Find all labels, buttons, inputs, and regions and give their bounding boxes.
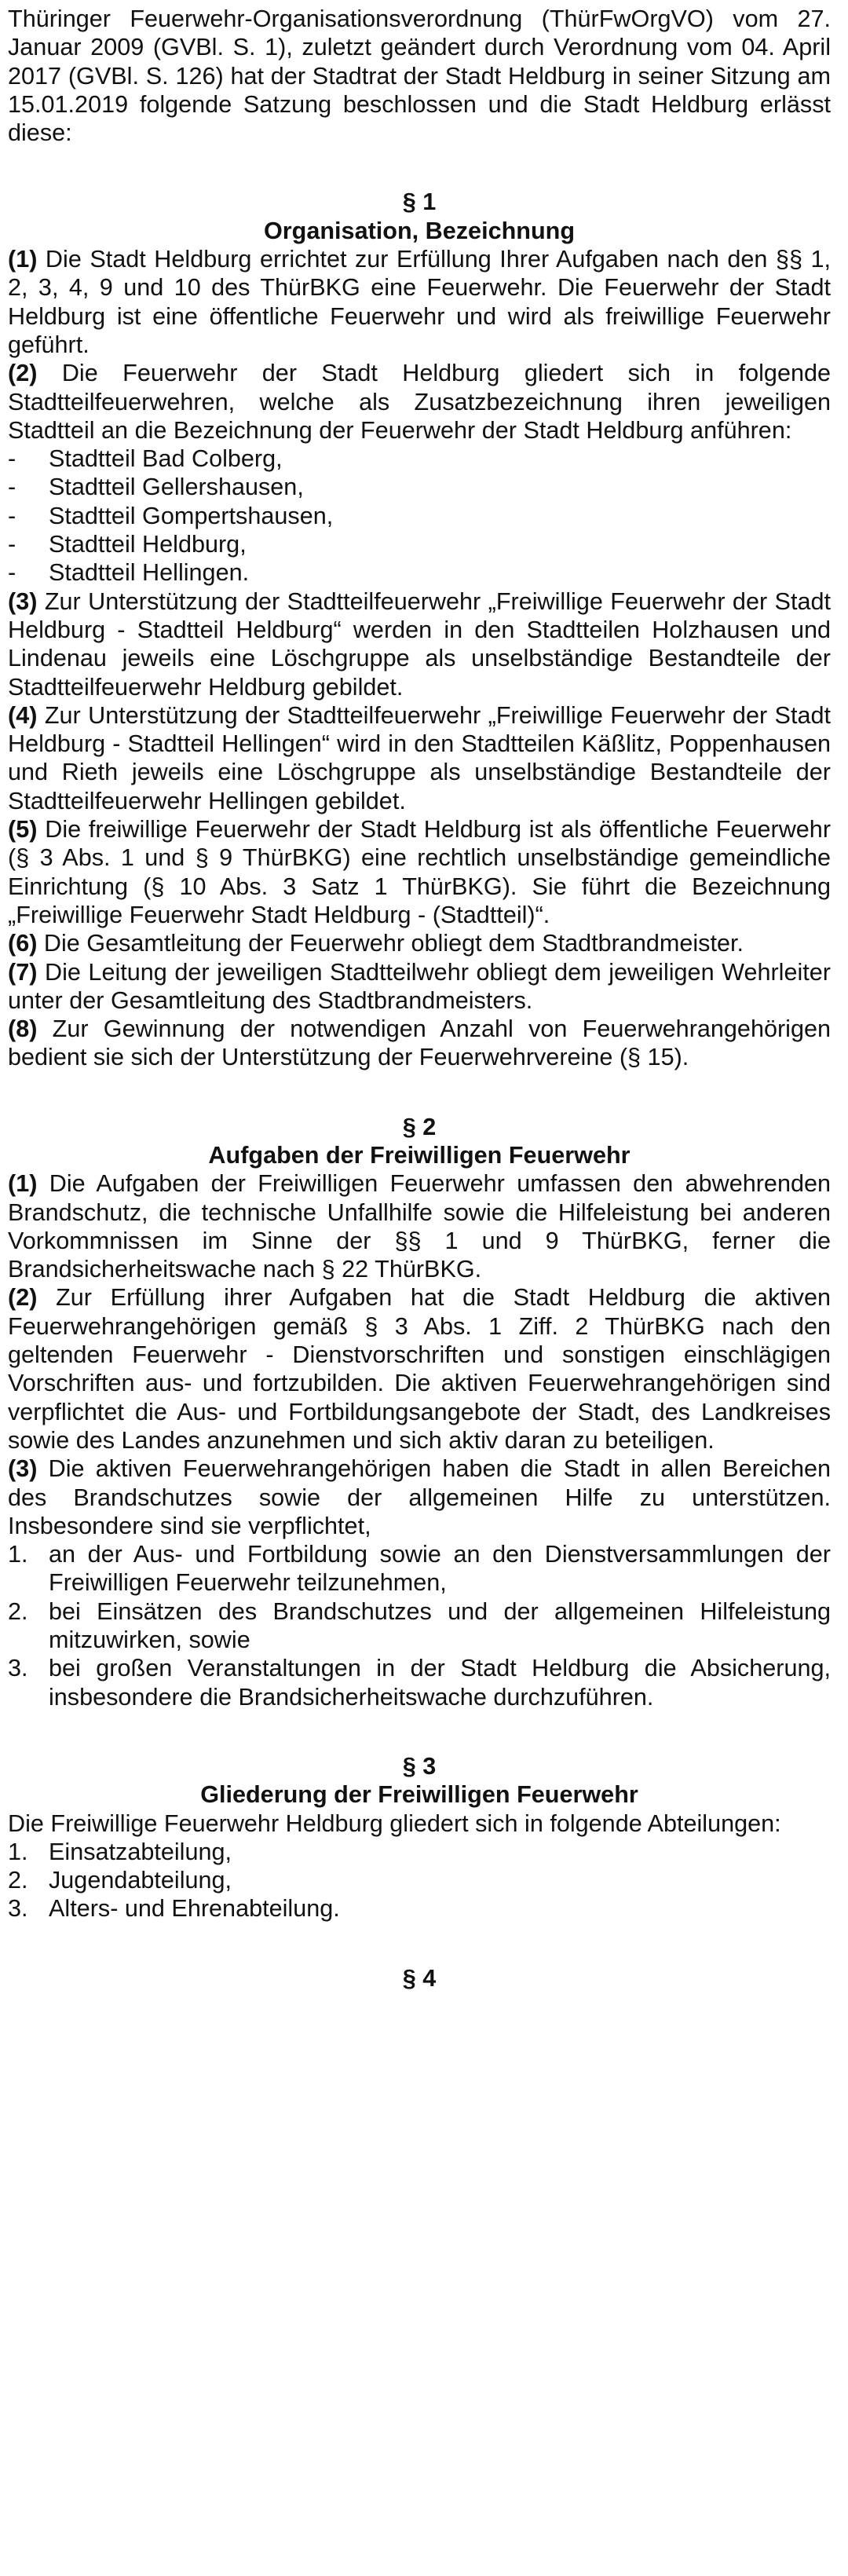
list-marker: - bbox=[8, 445, 16, 473]
list-marker: 2. bbox=[8, 1867, 28, 1894]
section-title: Aufgaben der Freiwilligen Feuerwehr bbox=[208, 1141, 631, 1169]
list-marker: 2. bbox=[8, 1597, 28, 1625]
paragraph-text: Die Stadt Heldburg errichtet zur Erfüllung Ihrer Aufgaben nach den §§ 1, 2, 3, 4, 9 und 10 des ThürBKG eine Feuerwehr. Die Feuerwehr der Stadt Heldburg ist eine öffentliche Feuerwehr und wird als freiwillige Feuerwehr geführt. bbox=[8, 246, 831, 358]
list-item-text: Alters- und Ehrenabteilung. bbox=[49, 1895, 340, 1923]
paragraph-text: Zur Unterstützung der Stadtteilfeuerwehr „Freiwillige Feuerwehr der Stadt Heldburg - Stadtteil Hellingen“ wird in den Stadtteilen Käßlitz, Poppenhausen und Rieth jeweils eine Löschgruppe als unselbständige Bestandteile der Stadtteilfeuerwehr Hellingen gebildet. bbox=[8, 701, 831, 814]
list-marker: 1. bbox=[8, 1541, 28, 1568]
district-list bbox=[8, 445, 831, 587]
paragraph-text: Zur Erfüllung ihrer Aufgaben hat die Stadt Heldburg die aktiven Feuerwehrangehörigen gemäß § 3 Abs. 1 Ziff. 2 ThürBKG nach den geltenden Feuerwehr - Dienstvorschriften und sonstigen einschlägigen Vorschriften aus- und fortzubilden. Die aktiven Feuerwehrangehörigen sind verpflichtet die Aus- und Fortbildungsangebote der Stadt, des Landkreises sowie des Landes anzunehmen und sich aktiv daran zu beteiligen. bbox=[8, 1284, 832, 1454]
paragraph-number: (1) bbox=[8, 246, 38, 273]
list-marker: 3. bbox=[8, 1895, 28, 1923]
paragraph-text: Die Feuerwehr der Stadt Heldburg gliedert sich in folgende Stadtteilfeuerwehren, welche als Zusatzbezeichnung ihren jeweiligen Stadtteil an die Bezeichnung der Feuerwehr der Stadt Heldburg anführen: bbox=[8, 360, 832, 444]
list-marker: 1. bbox=[8, 1838, 28, 1865]
paragraph bbox=[8, 245, 831, 359]
paragraph-number: (4) bbox=[8, 701, 38, 729]
section-4 bbox=[8, 1964, 831, 1992]
paragraph bbox=[8, 701, 831, 815]
list-item-text: Einsatzabteilung, bbox=[49, 1838, 232, 1865]
paragraph-number: (2) bbox=[8, 360, 38, 387]
list-item bbox=[8, 1838, 831, 1866]
list-item-text: Stadtteil Gompertshausen, bbox=[49, 502, 334, 529]
list-marker: 3. bbox=[8, 1655, 28, 1682]
list-item bbox=[8, 1894, 831, 1923]
list-marker: - bbox=[8, 502, 16, 529]
list-item bbox=[8, 502, 831, 530]
paragraph bbox=[8, 1169, 831, 1283]
list-item-text: Stadtteil Heldburg, bbox=[49, 531, 247, 558]
paragraph-number: (8) bbox=[8, 1015, 38, 1043]
paragraph-number: (5) bbox=[8, 816, 38, 843]
paragraph bbox=[8, 929, 831, 957]
list-item bbox=[8, 1654, 831, 1711]
section-number: § 4 bbox=[402, 1964, 437, 1992]
section-number: § 2 bbox=[402, 1113, 437, 1140]
list-item-text: bei großen Veranstaltungen in der Stadt Heldburg die Absicherung, insbesondere die Brandsicherheitswache durchzuführen. bbox=[49, 1655, 831, 1711]
paragraph-text: Die Aufgaben der Freiwilligen Feuerwehr umfassen den abwehrenden Brandschutz, die technische Unfallhilfe sowie die Hilfeleistung bei anderen Vorkommnissen im Sinne der §§ 1 und 9 ThürBKG, ferner die Brandsicherheitswache nach § 22 ThürBKG. bbox=[8, 1170, 831, 1283]
paragraph bbox=[8, 1454, 831, 1540]
paragraph-text: Zur Gewinnung der notwendigen Anzahl von Feuerwehrangehörigen bedient sie sich der Unterstützung der Feuerwehrvereine (§ 15). bbox=[8, 1015, 832, 1071]
list-item bbox=[8, 1540, 831, 1597]
list-item-text: Jugendabteilung, bbox=[49, 1867, 232, 1894]
list-item-text: bei Einsätzen des Brandschutzes und der allgemeinen Hilfeleistung mitzuwirken, sowie bbox=[49, 1597, 831, 1654]
paragraph bbox=[8, 359, 831, 445]
list-item-text: Stadtteil Bad Colberg, bbox=[49, 445, 283, 473]
section-number: § 3 bbox=[402, 1752, 437, 1780]
paragraph bbox=[8, 958, 831, 1015]
paragraph bbox=[8, 815, 831, 929]
list-item bbox=[8, 530, 831, 558]
paragraph-text: Die Leitung der jeweiligen Stadtteilwehr obliegt dem jeweiligen Wehrleiter unter der Gesamtleitung des Stadtbrandmeisters. bbox=[8, 958, 831, 1014]
list-marker: - bbox=[8, 474, 16, 501]
list-item bbox=[8, 1866, 831, 1894]
paragraph-number: (1) bbox=[8, 1170, 38, 1198]
section-title: Gliederung der Freiwilligen Feuerwehr bbox=[200, 1781, 638, 1809]
duties-list bbox=[8, 1540, 831, 1711]
list-item bbox=[8, 445, 831, 473]
paragraph-text: Zur Unterstützung der Stadtteilfeuerwehr „Freiwillige Feuerwehr der Stadt Heldburg - Stadtteil Heldburg“ werden in den Stadtteilen Holzhausen und Lindenau jeweils eine Löschgruppe als unselbständige Bestandteile der Stadtteilfeuerwehr Heldburg gebildet. bbox=[8, 587, 831, 701]
section-3 bbox=[8, 1752, 831, 1923]
list-marker: - bbox=[8, 531, 16, 558]
departments-list bbox=[8, 1838, 831, 1923]
section-number: § 1 bbox=[402, 188, 437, 216]
section-2 bbox=[8, 1113, 831, 1711]
list-item-text: an der Aus- und Fortbildung sowie an den Dienstversammlungen der Freiwilligen Feuerwehr teilzunehmen, bbox=[49, 1541, 831, 1597]
paragraph bbox=[8, 1283, 831, 1454]
paragraph-text: Die freiwillige Feuerwehr der Stadt Heldburg ist als öffentliche Feuerwehr (§ 3 Abs. 1 und § 9 ThürBKG) eine rechtlich unselbständige gemeindliche Einrichtung (§ 10 Abs. 3 Satz 1 ThürBKG). Sie führt die Bezeichnung „Freiwillige Feuerwehr Stadt Heldburg - (Stadtteil)“. bbox=[8, 816, 832, 928]
paragraph-text: Die aktiven Feuerwehrangehörigen haben die Stadt in allen Bereichen des Brandschutzes sowie der allgemeinen Hilfe zu unterstützen. Insbesondere sind sie verpflichtet, bbox=[8, 1455, 832, 1539]
section-1 bbox=[8, 188, 831, 1071]
list-item bbox=[8, 558, 831, 587]
paragraph-text: Die Gesamtleitung der Feuerwehr obliegt dem Stadtbrandmeister. bbox=[43, 930, 744, 957]
list-item-text: Stadtteil Gellershausen, bbox=[49, 474, 304, 501]
list-item-text: Stadtteil Hellingen. bbox=[49, 559, 250, 587]
preamble-text: Thüringer Feuerwehr-Organisationsverordnung (ThürFwOrgVO) vom 27. Januar 2009 (GVBl. S. 1), zuletzt geändert durch Verordnung vom 04. April 2017 (GVBl. S. 126) hat der Stadtrat der Stadt Heldburg in seiner Sitzung am 15.01.2019 folgende Satzung beschlossen und die Stadt Heldburg erlässt diese: bbox=[8, 5, 831, 147]
list-item bbox=[8, 473, 831, 501]
paragraph bbox=[8, 1015, 831, 1072]
paragraph-number: (2) bbox=[8, 1284, 38, 1312]
paragraph-number: (3) bbox=[8, 1455, 38, 1483]
paragraph-number: (6) bbox=[8, 930, 38, 957]
paragraph-number: (3) bbox=[8, 587, 38, 615]
list-item bbox=[8, 1597, 831, 1655]
paragraph-text: Die Freiwillige Feuerwehr Heldburg gliedert sich in folgende Abteilungen: bbox=[8, 1809, 781, 1837]
paragraph-number: (7) bbox=[8, 958, 38, 986]
section-title: Organisation, Bezeichnung bbox=[263, 217, 576, 244]
list-marker: - bbox=[8, 559, 16, 587]
paragraph bbox=[8, 587, 831, 701]
